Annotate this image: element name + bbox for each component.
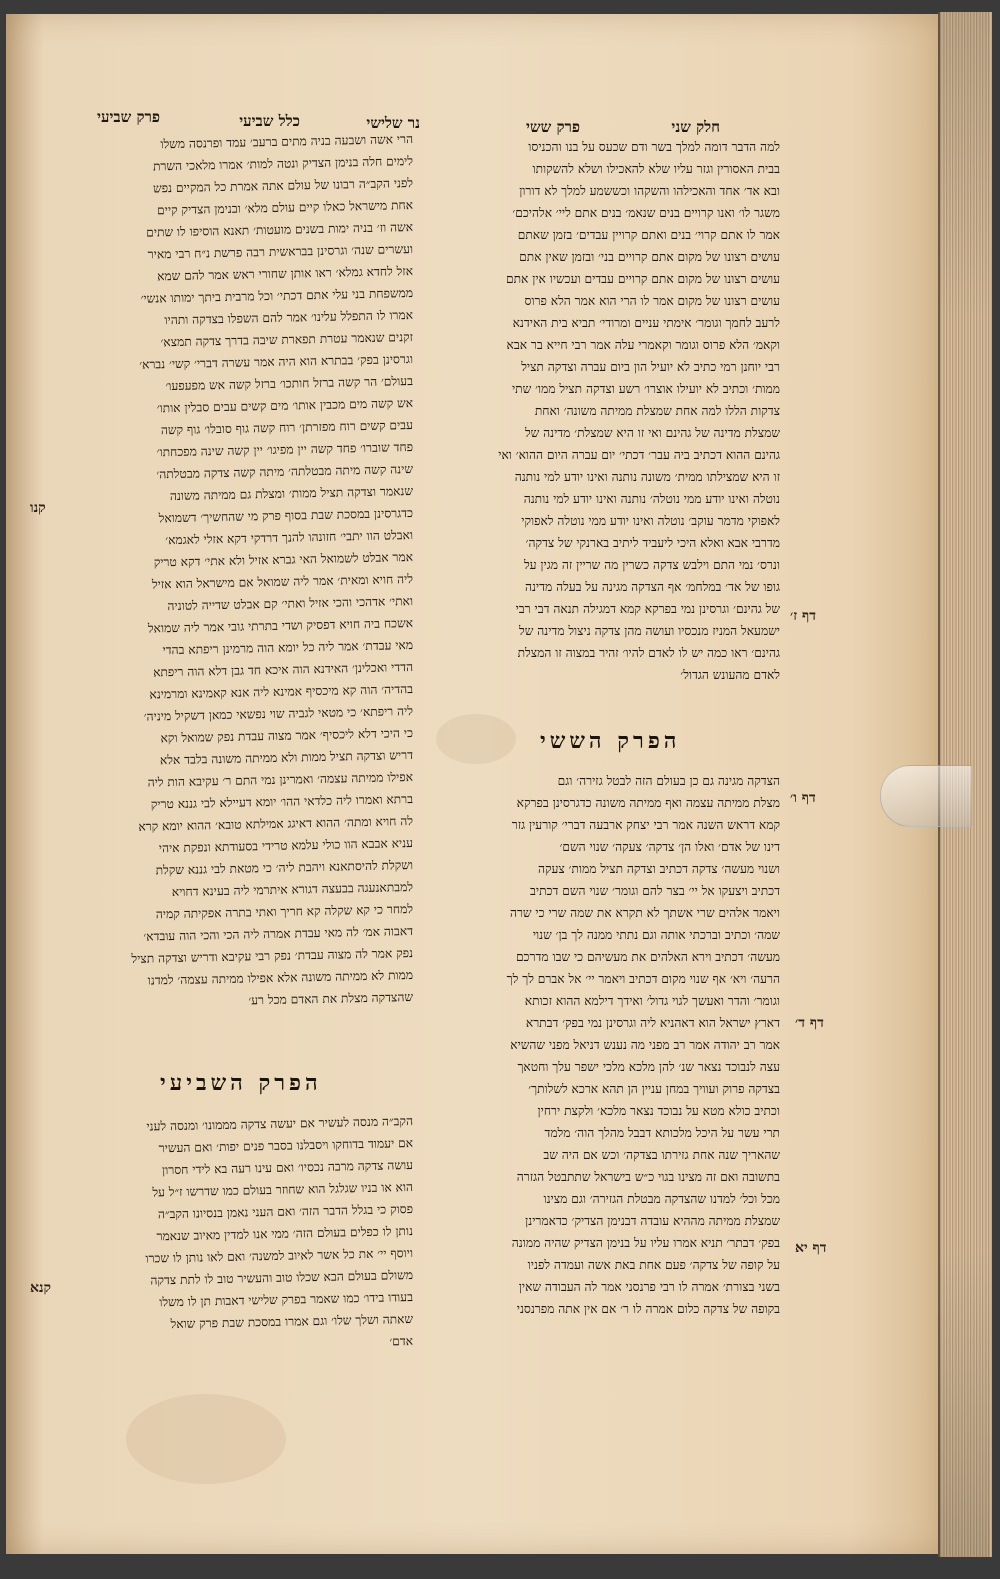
text-line: מצלת ממיתה עצמה ואף ממיתה משונה כדגרסינן בפרקא (516, 796, 780, 810)
margin-note-page-ref: דף ד׳ (795, 1015, 824, 1031)
margin-note-folio: קנא (30, 1280, 52, 1296)
text-line: וגומר׳ והדר ואעשך לגוי גדול׳ ואידך דילמא ההוא זכותא (524, 994, 780, 1008)
text-line: שנאמר וצדקה תציל ממות׳ ומצלת גם ממיתה משונה (169, 484, 414, 504)
text-line: מדרבי אבא ואלא היכי ליעביד ליתיב בארנקי של צדקה׳ (525, 536, 780, 550)
text-line: הדדי ואכלינן׳ האידנא הוה איכא חד גבן דלא הוה ריפתא (152, 660, 414, 680)
text-line: בתשובה ואם זה מצינו בגוי כ״ש בישראל שתתבטל הגזרה (516, 1170, 780, 1184)
text-line: זו היא שמצילתו ממית׳ משונה נותנה ואינו יודע למי נותנה (514, 470, 780, 484)
text-line: ישמעאל המניז מנכסיו ועושה מהן צדקה ניצול מדינה של (519, 624, 780, 638)
text-line: בצדקה פרוק ועוויך במחן עניין הן תהא ארכא לשלותך׳ (528, 1082, 780, 1096)
text-line: דריש וצדקה תציל ממות ולא ממיתה משונה בלבד אלא (159, 748, 414, 768)
text-line: רבי יוחנן רמי כתיב לא יועיל הון ביום עברה וצדקה תציל (521, 360, 780, 374)
text-line: לימים חלה בנימן הצדיק ונטה למות׳ אמרו מלאכי השרת (152, 154, 414, 174)
text-line: בפק׳ דבתר׳ תניא אמרו עליו על בנימן הצדיק שהיה ממונה (511, 1236, 780, 1250)
paper-stain (436, 714, 516, 764)
header-left-inner: כלל שביעי (239, 112, 300, 130)
text-line: אשה וז׳ בניה ימות בשנים מועטות׳ תאנא הוסיפו לו שתים (146, 220, 414, 240)
text-line: שמה׳ וכתיב וברכתי אותה וגם נתתי ממנה לך בן׳ שנוי (532, 928, 780, 942)
header-left-outer: פרק שביעי (97, 108, 160, 126)
text-line: עבים קשים רוח מפזרתן׳ רוח קשה גוף סובלו׳ גוף קשה (160, 418, 414, 438)
text-line: נותן לו כפלים בעולם הזה׳ ממי אנו למדין מאיוב שנאמר (156, 1224, 414, 1244)
text-line: בבית האסורין וגזר עליו שלא להאכילו ושלא להשקותו (532, 162, 780, 176)
paper-stain (126, 1394, 286, 1484)
text-line: למחר כי קא שקלה קא חריך ואתי בתרה אפקיתה קמיה (155, 902, 414, 922)
text-line: משגר לו׳ ואנו קרויים בנים שנאמ׳ בנים אתם ליי׳ אלהיכם׳ (512, 206, 780, 220)
margin-note-page-ref: דף ו׳ (790, 790, 816, 806)
text-line: שמצלת ממיתה מההיא עובדה דבנימן הצדיק׳ כדאמרינן (525, 1214, 780, 1228)
right-column-bottom (438, 770, 780, 1320)
text-line: תרי עשר על היכל מלכותא דבבל מהלך הוה׳ מלמד (544, 1126, 780, 1140)
text-line: ונרס׳ נמי התם וילבש צדקה כשרין מה שריין זה מגין על (523, 558, 780, 572)
text-line: בהדיה׳ הוה קא מיכסיף אמינא ליה אנא קאמינא ומרמינא (149, 682, 414, 702)
text-line: ושקלת להיסתאנא ויהבת ליה׳ כי מטאת לבי גננא שקלת (155, 858, 414, 878)
text-line: וכתיב כולא מטא על נבוכד נצאר מלכא׳ ולקצת ירחין (537, 1104, 780, 1118)
text-line: אדם׳ (389, 1334, 414, 1349)
text-line: כדגרסינן במסכת שבת בסוף פרק מי שהחשיך׳ דשמואל (158, 506, 414, 526)
text-line: למבתאנעגה בבעצה דגורא איתרמי ליה בעינא דחויא (171, 880, 414, 900)
text-line: דינו של אדם׳ ואלו הן׳ צדקה׳ צעקה׳ שנוי השם׳ (559, 840, 780, 854)
text-line: עניא אבבא הוו כולי עלמא טרידי בסעודתא ונפקת איהי (158, 836, 414, 856)
text-line: עושים רצונו של מקום אתם קרויים בני׳ ובזמן שאין אתם (519, 250, 780, 264)
text-line: למה הדבר דומה למלך בשר ודם שכעס על בנו והכניסו (528, 140, 780, 154)
text-line: ואתי׳ אדהכי והכי אזיל ואתי׳ קם אבלט שדייה לטוניה (167, 594, 414, 614)
header-center: נר שלישי (366, 114, 420, 132)
text-line: פחד שוברו׳ פחד קשה יין מפיגו׳ יין קשה שינה מפכחתו׳ (156, 440, 414, 460)
text-line: נפק אמר לה מצוה עבדת׳ נפק רבי עקיבא ודריש וצדקה תציל (131, 946, 414, 966)
text-line: וגרסינן בפק׳ בבתרא הוא היה אמר עשרה דברי׳ קשי׳ נברא׳ (139, 352, 414, 372)
text-line: שהאריך שנה אחת גזירתו בצדקה׳ וכש אם היה שב (543, 1148, 780, 1162)
text-line: קמא דראש השנה אמר רבי יצחק ארבעה דברי׳ קורעין גזר (511, 818, 780, 832)
text-line: עושים רצונו של מקום אמר לו הרי הוא אמר הלא פרוס (524, 294, 780, 308)
right-column (438, 136, 780, 686)
text-line: אחת מישראל כאלו קיים עולם מלא׳ ובנימן הצדיק קיים (156, 198, 414, 218)
text-line: ועשרים שנה׳ וגרסינן בבראשית רבה פרשת נ״ח רבי מאיר (147, 242, 414, 262)
text-line: פסוק כי בגלל הדבר הזה׳ ואם העני נאמן בנסיונו הקב״ה (157, 1202, 414, 1222)
text-line: שהצדקה מצלת את האדם מכל רע׳ (248, 990, 414, 1008)
text-line: עצה לנבוכד נצאר שנ׳ להן מלכא מלכי ישפר עלך וחטאך (517, 1060, 780, 1074)
text-line: הצדקה מגינה גם כן בעולם הזה לבטל גזירה׳ וגם (557, 774, 780, 788)
text-line: ויאמר אלהים שרי אשתך לא תקרא את שמה שרי כי שרה (509, 906, 780, 920)
text-line: לרעב לחמך וגומר׳ אימתי עניים ומרודי׳ תביא בית האידנא (512, 316, 780, 330)
right-column-top-text (438, 136, 780, 686)
margin-note-page-ref: דף ז׳ (790, 608, 816, 624)
text-line: כי היכי דלא ליכסיף׳ אמר מצוה עבדת נפק שמואל וקא (160, 726, 414, 746)
chapter-heading-sixth: הפרק הששי (540, 728, 681, 754)
text-line: של גהינם׳ וגרסינן נמי בפרקא קמא דמגילה תנאה דבי רבי (515, 602, 780, 616)
bookmark-clip (880, 765, 972, 827)
left-column (68, 128, 413, 1008)
text-line: לאדם מהעונש הגדול׳ (680, 668, 780, 682)
text-line: הוא או בניו שגלגל הוא שחוזר בעולם כמו שדרשו ז״ל על (152, 1180, 414, 1200)
text-line: ושנוי מעשה׳ צדקה דכתיב וצדקה תציל ממות׳ צעקה (537, 862, 780, 876)
text-line: עושה צדקה מרבה נכסיו׳ ואם עינו רעה בא לידי חסרון (161, 1158, 414, 1178)
text-line: אפילו ממיתה עצמה׳ ואמרינן נמי התם ר׳ עקיבא הות ליה (147, 770, 414, 790)
text-line: לאפוקי מדמר עוקב׳ נוטלה ואינו יודע ממי נוטלה לאפוקי (521, 514, 780, 528)
text-line: דארץ ישראל הוא דאהניא ליה וגרסינן נמי בפק׳ דבתרא (525, 1016, 780, 1030)
text-line: ממות לא ממיתה משונה אלא אפילו ממיתה עצמה׳ למדנו (147, 968, 414, 988)
chapter-heading-seventh: הפרק השביעי (160, 1070, 322, 1096)
text-line: אזל לחדא גמלא׳ ראו אותן שחורי ראש אמר להם שמא (156, 264, 414, 284)
margin-note-page-ref: דף יא (795, 1240, 827, 1256)
left-column-bottom (68, 1110, 413, 1352)
text-line: זקנים שנאמר עטרת תפארת שיבה בדרך צדקה תמצא׳ (160, 330, 414, 350)
text-line: גופו של אד׳ במלחמ׳ אף הצדקה מגינה על בעלה מדינה (524, 580, 780, 594)
text-line: בעולם׳ הר קשה ברזל חותכו׳ ברזל קשה אש מפעפעו׳ (165, 374, 414, 394)
header-right-inner: פרק ששי (526, 118, 580, 136)
text-line: לפני הקב״ה רבונו של עולם אתה אמרת כל המקיים נפש (152, 176, 414, 196)
text-line: בשני בצורת׳ אמרה לו רבי פרנסני אמר לה העבודה שאין (518, 1280, 780, 1294)
text-line: אמרו לו התפלל עלינו׳ אמר להם השפלו בצדקה ותהיו (164, 308, 414, 328)
margin-note-folio: קנו (30, 500, 46, 516)
text-line: אם יעמוד בדוחקו ויסבלנו בסבר פנים יפות׳ ואם העשיר (158, 1136, 414, 1156)
header-right-outer: חלק שני (671, 118, 720, 136)
text-line: משולם בעולם הבא שכלו טוב והעשיר טוב לו לתת צדקה (150, 1268, 414, 1288)
text-line: ממות׳ וכתיב לא יועילו אוצרו׳ רשע וצדקה תציל ממו׳ שתי (511, 382, 780, 396)
text-line: אשכח ביה חויא דפסיק ושדי בתרתי גובי אמר ליה שמואל (147, 616, 414, 636)
text-line: גהינם׳ ראו כמה יש לו לאדם להיו׳ זהיר במצוה זו המצלת (517, 646, 780, 660)
text-line: עושים רצונו של מקום אתם קרויים עבדים ועכשיו אין אתם (506, 272, 780, 286)
text-line: מכל וכל׳ למדנו שהצדקה מבטלת הגזירה׳ וגם מצינו (543, 1192, 780, 1206)
text-line: אמר לו אתם קרוי׳ בנים ואתם קרויין עבדים׳ בזמן שאתם (517, 228, 780, 242)
text-line: שאתה ושלך שלו׳ וגם אמרו במסכת שבת פרק שואל (170, 1312, 414, 1332)
text-line: ליה ריפתא׳ כי מטאי לגביה שוי נפשאי כמאן דשקיל מיניה׳ (143, 704, 414, 724)
text-line: גהינם ההוא דכתיב ביה עבר׳ דכתי׳ יום עברה היום ההוא׳ ואי (498, 448, 780, 462)
text-line: בקופה של צדקה כלום אמרה לו ר׳ אם אין אתה מפרנסני (516, 1302, 780, 1316)
text-line: הרעה׳ ויא׳ אף שנוי מקום דכתיב ויאמר יי׳ אל אברם לך לך (506, 972, 780, 986)
text-line: על קופה של צדקה׳ פעם אחת באת אשה ועמדה לפניו (527, 1258, 780, 1272)
text-line: אמר אבלט לשמואל האי גברא אזיל ולא אתי׳ דקא טריק (153, 550, 414, 570)
text-line: ממשפחת בני עלי אתם דכתי׳ וכל מרבית ביתך ימותו אנשי׳ (140, 286, 414, 306)
right-column-bottom-text (438, 770, 780, 1320)
text-line: נוטלה ואינו יודע ממי נוטלה׳ נותנה ואינו יודע למי נותנה (523, 492, 780, 506)
text-line: וקאמ׳ הלא פרוס וגומר וקאמרי עלה אמר רבי חייא בר אבא (506, 338, 780, 352)
text-line: מאי עבדת׳ אמר ליה כל יומא הוה מרמינן ריפתא בהדי (162, 638, 414, 658)
text-line: ויוסף יי׳ את כל אשר לאיוב למשנה׳ ואם לאו נותן לו שכרו (145, 1246, 414, 1266)
text-line: שמצלת מדינה של גהינם ואי זו היא שמצלת׳ מדינה של (524, 426, 780, 440)
text-line: ברתא ואמרו ליה כלדאי ההו׳ יומא דעיילא לבי גננא טריק (150, 792, 414, 812)
text-line: דאבוה אמ׳ לה מאי עבדת אמרה ליה הכי והכי הוה עובדא׳ (143, 924, 414, 944)
text-line: בעודו בידו׳ כמו שאמר בפרק שלישי דאבות תן לו משלו (159, 1290, 414, 1310)
text-line: דכתיב ויצעקו אל יי׳ בצר להם וגומר׳ שנוי השם דכתיב (530, 884, 780, 898)
text-line: אש קשה מים מכבין אותו׳ מים קשים עבים סבלין אותו׳ (156, 396, 414, 416)
left-column-bottom-text (68, 1110, 413, 1352)
left-column-top-text (68, 128, 413, 1008)
text-line: ליה חויא ומאית׳ אמר ליה שמואל אם מישראל הוא אזיל (151, 572, 414, 592)
text-line: ואבלט הוו יתבי׳ חזונהו להנך דרדקי דקא אזלי לאגמא׳ (165, 528, 414, 548)
text-line: מעשה׳ דכתיב וירא האלהים את מעשיהם כי שבו מדרכם (515, 950, 780, 964)
text-line: לה חויא ומתה׳ ההוא דאיגג אמילתא טובא׳ ההוא יומא קרא (138, 814, 414, 834)
text-line: ובא אד׳ אחד והאכילהו והשקהו וכששמע למלך לא דורון (519, 184, 780, 198)
text-line: הרי אשה ושבעה בניה מתים ברעב׳ עמד ופרנסה משלו (160, 132, 414, 152)
text-line: הקב״ה מנסה לעשיר אם יעשה צדקה מממונו׳ ומנסה לעני (146, 1114, 414, 1134)
text-line: צדקות הללו למה אחת שמצלת ממיתה משונה׳ ואחת (534, 404, 780, 418)
text-line: אמר רב יהודה אמר רב מפני מה נענש דניאל מפני שהשיא (510, 1038, 780, 1052)
text-line: שינה קשה מיתה מבטלתה׳ מיתה קשה צדקה מבטלתה׳ (156, 462, 414, 482)
